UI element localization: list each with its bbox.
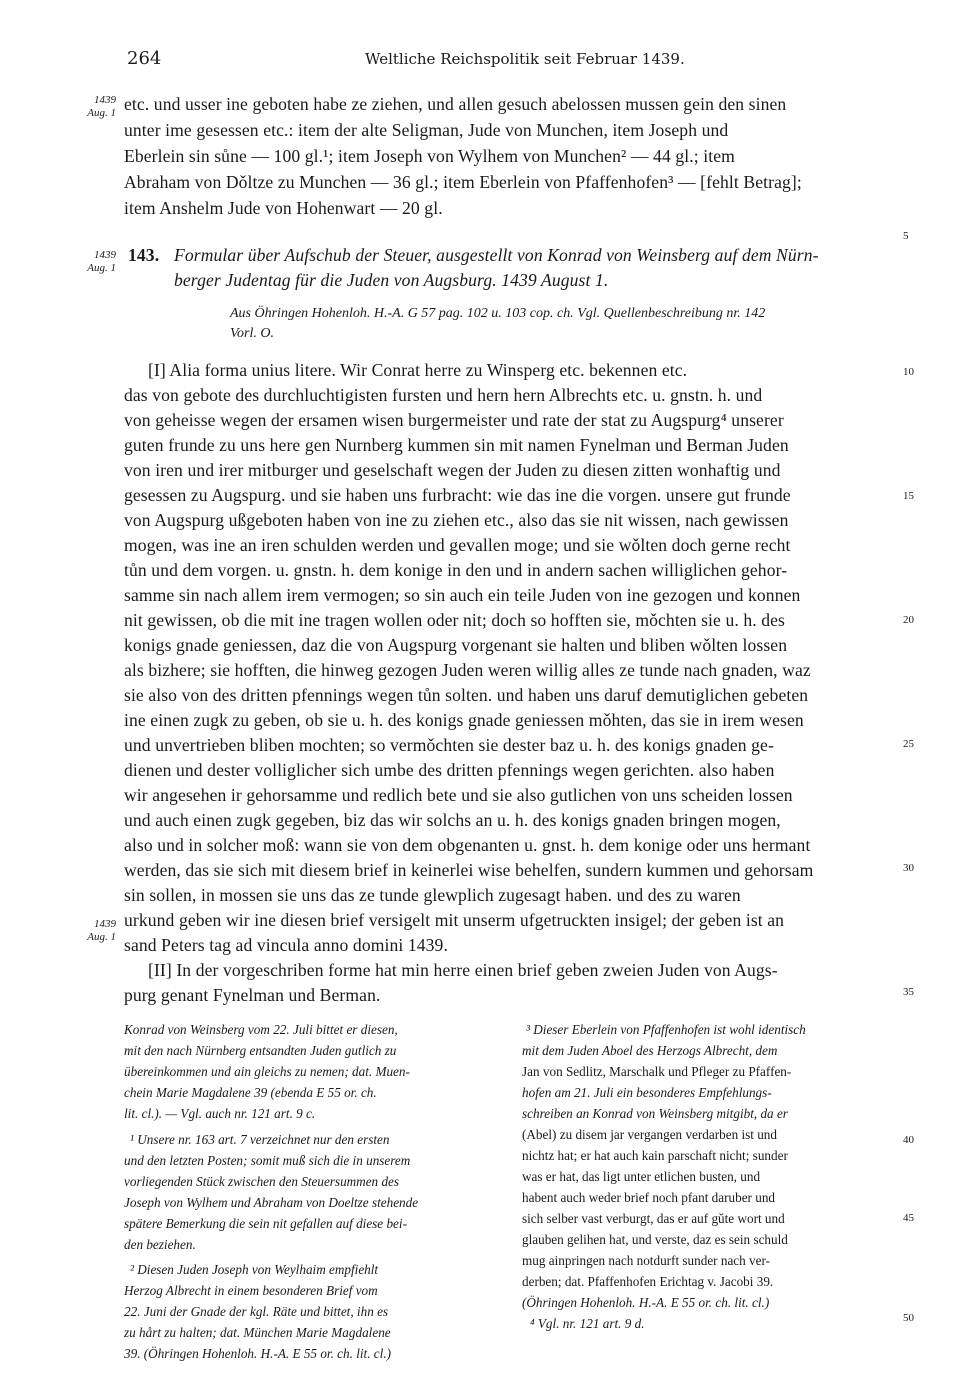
source-note: Aus Öhringen Hohenloh. H.-A. G 57 pag. 102 u. 103 cop. ch. Vgl. Quellenbeschreibung nr. 142 [230, 306, 766, 321]
body-line: sin sollen, in mossen sie uns das ze tunde glewplich zugesagt haben. und des zu waren [124, 885, 741, 905]
body-line: [II] In der vorgeschriben forme hat min herre einen brief geben zweien Juden von Augs- [148, 960, 778, 980]
footnote-line: sich selber vast verburgt, das er auf gǔte wort und [522, 1211, 785, 1226]
footnote-line: chein Marie Magdalene 39 (ebenda E 55 or. ch. [124, 1085, 377, 1100]
body-line: das von gebote des durchluchtigisten fursten und hern hern Albrechts etc. u. gnstn. h. und [124, 385, 763, 405]
line-number: 10 [903, 366, 914, 378]
footnote-line: zu hårt zu halten; dat. München Marie Magdalene [124, 1325, 391, 1340]
footnote-line: und den letzten Posten; somit muß sich die in unserem [124, 1153, 411, 1168]
footnote-line: glauben gelihen hat, und verste, daz es sein schuld [522, 1232, 788, 1247]
body-line: sand Peters tag ad vincula anno domini 1439. [124, 935, 448, 955]
line-number: 40 [903, 1134, 914, 1146]
body-line: purg genant Fynelman und Berman. [124, 985, 381, 1005]
footnote-line: ⁴ Vgl. nr. 121 art. 9 d. [530, 1316, 645, 1331]
footnote-line: mit dem Juden Aboel des Herzogs Albrecht, dem [522, 1043, 778, 1058]
footnote-line: ¹ Unsere nr. 163 art. 7 verzeichnet nur den ersten [130, 1132, 390, 1147]
line-number: 50 [903, 1312, 914, 1324]
intro-line: unter ime gesessen etc.: item der alte Seligman, Jude von Munchen, item Joseph und [124, 120, 729, 140]
body-line: von Augspurg ußgeboten haben von ine zu ziehen etc., also das sie nit wissen, nach gewissen [124, 510, 789, 530]
body-line: werden, das sie sich mit diesem brief in keinerlei wise behelfen, sundern kummen und gehorsam [124, 860, 814, 880]
body-line: und auch einen zugk gegeben, biz das wir solchs an u. h. des konigs gnaden bringen mogen, [124, 810, 781, 830]
footnote-line: (Öhringen Hohenloh. H.-A. E 55 or. ch. lit. cl.) [522, 1295, 770, 1310]
running-title: Weltliche Reichspolitik seit Februar 1439. [365, 50, 685, 68]
body-line: wir angesehen ir gehorsamme und redlich bete und sie also gutlichen von uns scheiden lossen [124, 785, 793, 805]
intro-line: Eberlein sin sůne — 100 gl.¹; item Joseph von Wylhem von Munchen² — 44 gl.; item [124, 146, 735, 166]
margin-date: 1439 Aug. 1 [87, 918, 116, 943]
footnote-line: Herzog Albrecht in einem besonderen Brief vom [124, 1283, 378, 1298]
body-line: [I] Alia forma unius litere. Wir Conrat herre zu Winsperg etc. bekennen etc. [148, 360, 688, 380]
margin-date: 1439 Aug. 1 [87, 94, 116, 119]
footnote-line: was er hat, das ligt unter etlichen busten, und [522, 1169, 761, 1184]
entry-title: Formular über Aufschub der Steuer, ausgestellt von Konrad von Weinsberg auf dem Nürn- [174, 245, 819, 265]
body-line: samme sin nach allem irem vermogen; so sin auch ein teile Juden von ine gezogen und konnen [124, 585, 801, 605]
body-line: ine einen zugk zu geben, ob sie u. h. des konigs gnade geniessen mǒhten, das sie in irem wesen [124, 710, 804, 730]
footnote-line: übereinkommen und ain gleichs zu nemen; dat. Muen- [124, 1064, 410, 1079]
footnote-line: Joseph von Wylhem und Abraham von Doeltze stehende [124, 1195, 419, 1210]
body-line: mogen, was ine an iren schulden werden und gevallen moge; und sie wǒlten doch gerne recht [124, 535, 791, 555]
footnote-line: vorliegenden Stück zwischen den Steuersummen des [124, 1174, 400, 1189]
intro-line: Abraham von Dǒltze zu Munchen — 36 gl.; item Eberlein von Pfaffenhofen³ — [fehlt Betrag]; [124, 172, 802, 192]
footnote-line: Konrad von Weinsberg vom 22. Juli bittet er diesen, [124, 1022, 398, 1037]
line-number: 30 [903, 862, 914, 874]
footnote-line: ³ Dieser Eberlein von Pfaffenhofen ist wohl identisch [526, 1022, 806, 1037]
margin-date: 1439 Aug. 1 [87, 249, 116, 274]
line-number: 25 [903, 738, 914, 750]
entry-title: berger Judentag für die Juden von Augsburg. 1439 August 1. [174, 270, 609, 290]
body-line: tůn und dem vorgen. u. gnstn. h. dem konige in den und in andern sachen williglichen gehor- [124, 560, 788, 580]
footnote-line: Jan von Sedlitz, Marschalk und Pfleger zu Pfaffen- [522, 1064, 792, 1079]
body-line: konigs gnade geniessen, daz die von Augspurg vorgenant sie halten und bliben wǒlten lossen [124, 635, 788, 655]
footnote-line: lit. cl.). — Vgl. auch nr. 121 art. 9 c. [124, 1106, 316, 1121]
footnote-line: hofen am 21. Juli ein besonderes Empfehlungs- [522, 1085, 772, 1100]
source-note: Vorl. O. [230, 326, 274, 341]
body-line: also und in solcher moß: wann sie von dem obgenanten u. gnst. h. dem konige oder uns hermant [124, 835, 811, 855]
footnote-line: 22. Juni der Gnade der kgl. Räte und bittet, ihn es [124, 1304, 389, 1319]
footnote-line: 39. (Öhringen Hohenloh. H.-A. E 55 or. ch. lit. cl.) [124, 1346, 392, 1361]
body-line: guten frunde zu uns here gen Nurnberg kummen sin mit namen Fynelman und Berman Juden [124, 435, 789, 455]
footnote-line: mug ainpringen nach notdurft sunder nach ver- [522, 1253, 771, 1268]
footnote-line: den beziehen. [124, 1237, 196, 1252]
body-line: sie also von des dritten pfennings wegen tůn solten. und haben uns daruf demutiglichen gebeten [124, 685, 809, 705]
body-line: dienen und dester volliglicher sich umbe des dritten pfennings wegen gerichten. also haben [124, 760, 775, 780]
footnote-line: spätere Bemerkung die sein nit gefallen auf diese bei- [124, 1216, 407, 1231]
body-line: gesessen zu Augspurg. und sie haben uns furbracht: wie das ine die vorgen. unsere gut frunde [124, 485, 791, 505]
entry-number: 143. [128, 245, 160, 265]
footnote-line: (Abel) zu disem jar vergangen verdarben ist und [522, 1127, 777, 1142]
line-number: 20 [903, 614, 914, 626]
line-number: 35 [903, 986, 914, 998]
footnote-line: nichtz hat; er hat auch kain parschaft nicht; sunder [522, 1148, 788, 1163]
line-number: 45 [903, 1212, 914, 1224]
page-number: 264 [127, 48, 162, 69]
intro-line: etc. und usser ine geboten habe ze ziehen, und allen gesuch abelossen mussen gein den sinen [124, 94, 787, 114]
body-line: nit gewissen, ob die mit ine tragen wollen oder nit; doch so hofften sie, mǒchten sie u. h. des [124, 610, 785, 630]
body-line: von geheisse wegen der ersamen wisen burgermeister und rate der stat zu Augspurg⁴ unserer [124, 410, 784, 430]
line-number: 15 [903, 490, 914, 502]
footnote-line: ² Diesen Juden Joseph von Weylhaim empfiehlt [130, 1262, 379, 1277]
line-number: 5 [903, 230, 909, 242]
body-line: und unvertrieben bliben mochten; so vermǒchten sie dester baz u. h. des konigs gnaden ge- [124, 735, 774, 755]
body-line: urkund geben wir ine diesen brief versigelt mit unserm ufgetruckten insigel; der geben ist an [124, 910, 785, 930]
body-line: als bizhere; sie hofften, die hinweg gezogen Juden weren willig alles ze tunde nach gnaden, waz [124, 660, 811, 680]
footnote-line: mit den nach Nürnberg entsandten Juden gutlich zu [124, 1043, 397, 1058]
footnote-line: derben; dat. Pfaffenhofen Erichtag v. Jacobi 39. [522, 1274, 774, 1289]
footnote-line: habent auch weder brief noch pfant daruber und [522, 1190, 776, 1205]
footnote-line: schreiben an Konrad von Weinsberg mitgibt, da er [522, 1106, 788, 1121]
body-line: von iren und irer mitburger und geselschaft wegen der Juden zu diesen zitten wonhaftig und [124, 460, 781, 480]
intro-line: item Anshelm Jude von Hohenwart — 20 gl. [124, 198, 443, 218]
